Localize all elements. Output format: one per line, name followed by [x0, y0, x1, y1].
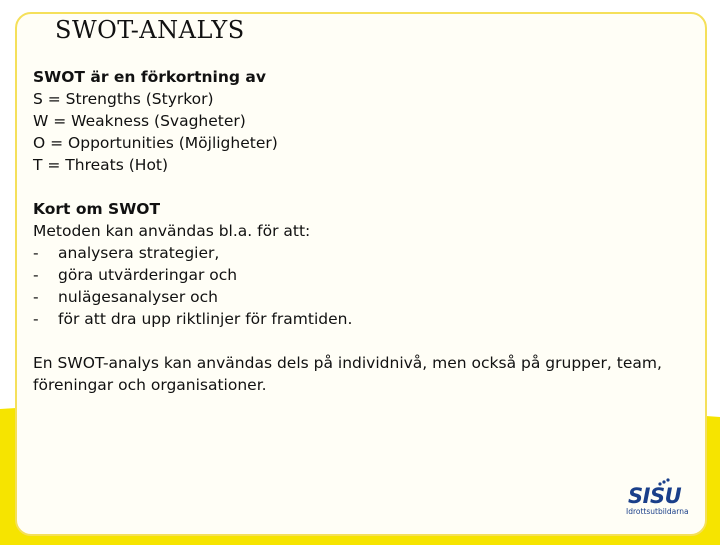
- definition-line-s: S = Strengths (Styrkor): [33, 90, 214, 108]
- logo-subtitle: Idrottsutbildarna: [626, 507, 689, 516]
- bullet-marker: -: [33, 244, 39, 262]
- spacer: [33, 176, 673, 198]
- logo-wordmark: SISU: [628, 484, 682, 508]
- bullet-item: [33, 242, 673, 264]
- bullet-text: för att dra upp riktlinjer för framtiden.: [58, 310, 353, 328]
- definition-line-t: T = Threats (Hot): [33, 156, 169, 174]
- spacer: [33, 330, 673, 352]
- bullet-marker: -: [33, 288, 39, 306]
- bullet-item: [33, 308, 673, 330]
- about-lead: Metoden kan användas bl.a. för att:: [33, 222, 311, 240]
- bullet-marker: -: [33, 310, 39, 328]
- sisu-logo: [624, 478, 704, 520]
- closing-paragraph: En SWOT-analys kan användas dels på individnivå, men också på grupper, team, föreningar och organisationer.: [33, 354, 662, 394]
- definition-line-o: O = Opportunities (Möjligheter): [33, 134, 278, 152]
- definition-line-w: W = Weakness (Svagheter): [33, 112, 246, 130]
- bullet-text: nulägesanalyser och: [58, 288, 218, 306]
- bullet-item: [33, 264, 673, 286]
- about-heading: Kort om SWOT: [33, 200, 161, 218]
- bullet-text: analysera strategier,: [58, 244, 220, 262]
- bullet-text: göra utvärderingar och: [58, 266, 238, 284]
- bullet-marker: -: [33, 266, 39, 284]
- intro-heading: SWOT är en förkortning av: [33, 68, 266, 86]
- bullet-item: [33, 286, 673, 308]
- slide-title: SWOT-ANALYS: [55, 16, 245, 44]
- slide-body: [33, 66, 673, 396]
